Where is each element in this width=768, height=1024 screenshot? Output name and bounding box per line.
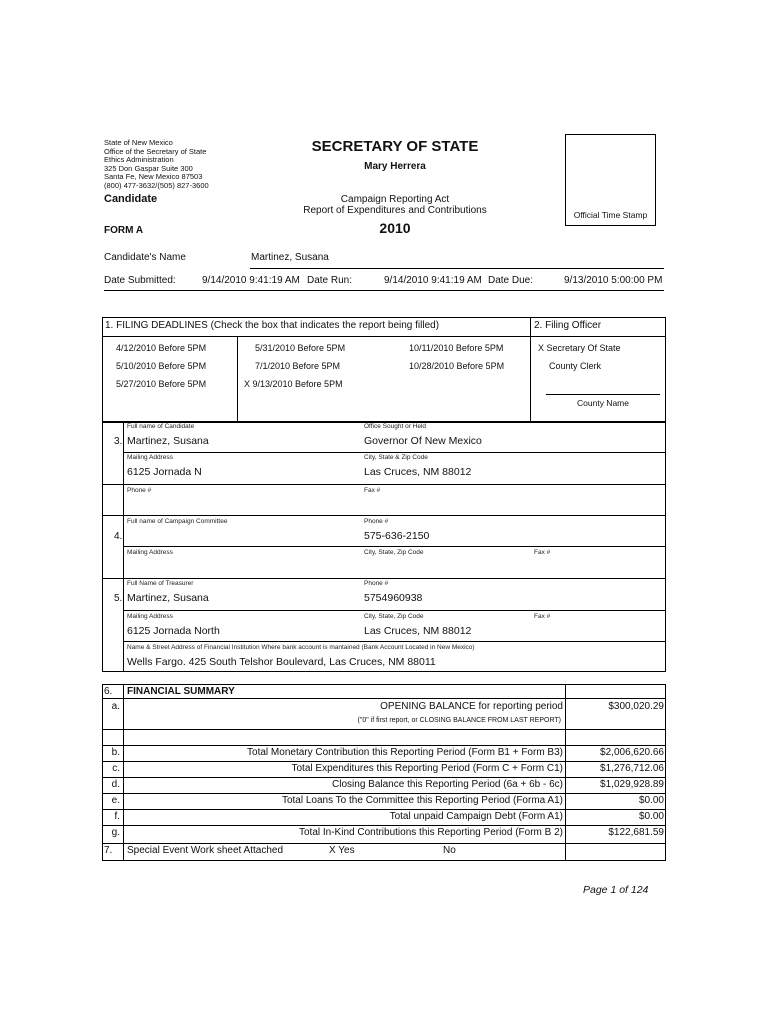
row-letter: a. [111,701,120,712]
office-label: Office Sought or Held [364,423,427,430]
deadline-option[interactable]: 5/27/2010 Before 5PM [116,379,207,389]
officer-option[interactable]: County Clerk [549,361,602,371]
summary-row-value: $1,029,928.89 [600,779,664,790]
opening-balance-value: $300,020.29 [608,701,664,712]
deadline-option-selected[interactable]: X 9/13/2010 Before 5PM [244,379,343,389]
deadlines-header: 1. FILING DEADLINES (Check the box that indicates the report being filled) [105,320,440,331]
agency-line: Office of the Secretary of State [104,146,207,156]
special-event-yes[interactable]: X Yes [329,845,355,856]
agency-line: Ethics Administration [104,155,174,164]
officer-option-selected[interactable]: X Secretary Of State [538,343,621,353]
summary-row-label: Total Expenditures this Reporting Period (Form C + Form C1) [291,763,563,774]
section-4-number: 4. [114,531,123,542]
row-letter: c. [112,763,120,774]
report-year: 2010 [379,220,411,236]
page-title: SECRETARY OF STATE [311,138,479,155]
section-3-number: 3. [114,436,123,447]
treasurer-name: Martinez, Susana [127,592,209,604]
opening-balance-label: OPENING BALANCE for reporting period [380,701,563,712]
date-due-label: Date Due: [488,275,534,286]
secretary-name: Mary Herrera [364,161,426,172]
phone-label: Phone # [364,580,389,587]
form-label: FORM A [104,225,144,236]
row-letter: b. [111,747,120,758]
date-submitted-value: 9/14/2010 9:41:19 AM [202,275,300,286]
summary-row-label: Closing Balance this Reporting Period (6a + 6b - 6c) [332,779,563,790]
full-name-label: Full name of Candidate [127,423,195,430]
committee-label: Full name of Campaign Committee [127,518,228,525]
date-due-value: 9/13/2010 5:00:00 PM [564,275,663,286]
summary-row-value: $1,276,712.06 [600,763,664,774]
section-5-number: 5. [114,593,123,604]
candidate-name-value: Martinez, Susana [251,252,329,263]
city-label: City, State, Zip Code [364,613,424,620]
city-label: City, State & Zip Code [364,454,428,461]
agency-line: (800) 477-3632/(505) 827-3600 [104,180,209,190]
date-run-label: Date Run: [307,275,353,286]
summary-row-label: Total Loans To the Committee this Reporting Period (Forma A1) [281,795,563,806]
date-submitted-label: Date Submitted: [104,275,176,286]
mailing-label: Mailing Address [127,613,173,620]
report-title: Report of Expenditures and Contributions [303,205,487,216]
bank-value: Wells Fargo. 425 South Telshor Boulevard, Las Cruces, NM 88011 [127,656,436,668]
mailing-label: Mailing Address [127,549,173,556]
stamp-label: Official Time Stamp [573,210,648,220]
agency-line: 325 Don Gaspar Suite 300 [104,163,193,173]
mailing-value: 6125 Jornada N [127,466,202,478]
candidate-name-label: Candidate's Name [104,252,186,263]
summary-row-value: $0.00 [638,795,664,806]
agency-line: Santa Fe, New Mexico 87503 [104,172,203,181]
phone-label: Phone # [127,487,152,494]
special-event-label: Special Event Work sheet Attached [127,845,284,856]
time-stamp-box [565,134,656,226]
section-6-number: 6. [104,686,113,697]
financial-summary-title: FINANCIAL SUMMARY [127,686,235,697]
summary-row-label: Total In-Kind Contributions this Reporting Period (Form B 2) [298,827,563,838]
summary-row-value: $0.00 [638,811,664,822]
city-label: City, State, Zip Code [364,549,424,556]
county-name-label: County Name [577,398,629,408]
treasurer-phone: 5754960938 [364,592,423,604]
row-letter: d. [111,779,120,790]
special-event-no[interactable]: No [443,845,456,856]
opening-balance-note: ("0" if first report, or CLOSING BALANCE FROM LAST REPORT) [357,717,561,724]
deadline-option[interactable]: 4/12/2010 Before 5PM [116,343,207,353]
fax-label: Fax # [534,549,551,556]
section-7-number: 7. [104,845,113,856]
bank-label: Name & Street Address of Financial Institution Where bank account is mantained (Bank Account Located in New Mexico) [127,644,475,651]
treasurer-label: Full Name of Treasurer [127,580,194,587]
treasurer-city: Las Cruces, NM 88012 [364,625,472,637]
row-letter: f. [114,811,120,822]
row-letter: g. [111,827,120,838]
deadline-option[interactable]: 7/1/2010 Before 5PM [255,361,341,371]
deadline-option[interactable]: 5/31/2010 Before 5PM [255,343,346,353]
agency-address [104,139,209,190]
summary-row-label: Total unpaid Campaign Debt (Form A1) [389,811,563,822]
city-value: Las Cruces, NM 88012 [364,466,472,478]
summary-row-value: $2,006,620.66 [600,747,664,758]
date-run-value: 9/14/2010 9:41:19 AM [384,275,482,286]
page-number: Page 1 of 124 [583,884,649,896]
deadline-option[interactable]: 10/28/2010 Before 5PM [409,361,505,371]
committee-phone: 575-636-2150 [364,530,430,542]
deadline-option[interactable]: 5/10/2010 Before 5PM [116,361,207,371]
filing-officer-header: 2. Filing Officer [534,320,602,331]
candidate-full-name: Martinez, Susana [127,435,209,447]
candidate-heading: Candidate [104,193,158,205]
row-letter: e. [111,795,120,806]
act-title: Campaign Reporting Act [340,194,450,205]
summary-row-label: Total Monetary Contribution this Reporting Period (Form B1 + Form B3) [247,747,563,758]
fax-label: Fax # [534,613,551,620]
phone-label: Phone # [364,518,389,525]
fax-label: Fax # [364,487,381,494]
agency-line: State of New Mexico [104,138,173,147]
office-value: Governor Of New Mexico [364,435,482,447]
mailing-label: Mailing Address [127,454,173,461]
deadline-option[interactable]: 10/11/2010 Before 5PM [409,343,504,353]
treasurer-mailing: 6125 Jornada North [127,625,220,637]
summary-row-value: $122,681.59 [608,827,664,838]
